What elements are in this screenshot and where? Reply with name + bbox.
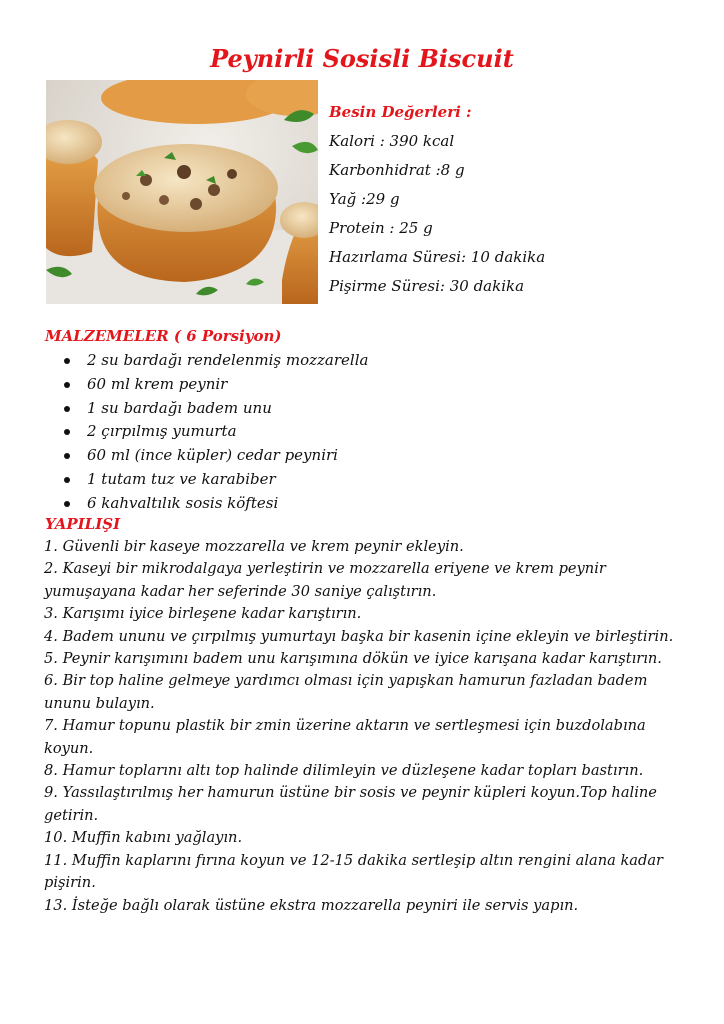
method-step: 4. Badem ununu ve çırpılmış yumurtayı başka bir kasenin içine ekleyin ve birleştirin. <box>44 627 674 645</box>
method-step: 10. Muffin kabını yağlayın. <box>44 829 243 847</box>
nutrition-panel <box>329 98 709 301</box>
bullet-icon <box>64 453 70 459</box>
bullet-icon <box>64 501 70 507</box>
nutrition-protein: Protein : 25 g <box>329 219 433 237</box>
bullet-icon <box>64 406 70 412</box>
method-step: 13. İsteğe bağlı olarak üstüne ekstra mozzarella peyniri ile servis yapın. <box>44 896 579 914</box>
list-item <box>60 349 680 373</box>
ingredient-text: 1 tutam tuz ve karabiber <box>87 469 276 488</box>
list-item <box>60 420 680 444</box>
list-item <box>60 397 680 421</box>
list-item <box>60 444 680 468</box>
method-step: 1. Güvenli bir kaseye mozzarella ve krem peynir ekleyin. <box>44 538 464 555</box>
ingredient-text: 2 su bardağı rendelenmiş mozzarella <box>87 351 369 369</box>
ingredient-text: 2 çırpılmış yumurta <box>87 422 237 441</box>
ingredient-text: 1 su bardağı badem unu <box>87 398 272 417</box>
method-step: 8. Hamur toplarını altı top halinde dilimleyin ve düzleşene kadar topları bastırın. <box>44 762 644 780</box>
nutrition-calories: Kalori : 390 kcal <box>329 132 455 150</box>
recipe-photo <box>46 80 318 304</box>
ingredient-text: 60 ml (ince küpler) cedar peyniri <box>87 446 338 465</box>
nutrition-carbs: Karbonhidrat :8 g <box>329 161 465 179</box>
method-step: 3. Karışımı iyice birleşene kadar karıştırın. <box>44 605 362 623</box>
list-item <box>60 468 680 492</box>
recipe-title: Peynirli Sosisli Biscuit <box>210 44 514 73</box>
method-step: 6. Bir top haline gelmeye yardımcı olması için yapışkan hamurun fazladan badem ununu bulayın. <box>44 672 648 712</box>
prep-time: Hazırlama Süresi: 10 dakika <box>329 248 546 266</box>
list-item <box>60 373 680 397</box>
bullet-icon <box>64 358 70 364</box>
bullet-icon <box>64 382 70 388</box>
ingredient-text: 6 kahvaltılık sosis köftesi <box>87 493 279 512</box>
nutrition-heading: Besin Değerleri : <box>329 103 472 121</box>
ingredient-text: 60 ml krem peynir <box>87 374 228 393</box>
bullet-icon <box>64 477 70 483</box>
method-step: 5. Peynir karışımını badem unu karışımına dökün ve iyice karışana kadar karıştırın. <box>44 650 662 668</box>
method-step: 9. Yassılaştırılmış her hamurun üstüne bir sosis ve peynir küpleri koyun.Top haline getirin. <box>44 784 657 824</box>
ingredients-list <box>60 349 680 516</box>
list-item <box>60 492 680 516</box>
cook-time: Pişirme Süresi: 30 dakika <box>329 277 525 295</box>
method-step: 7. Hamur topunu plastik bir zmin üzerine aktarın ve sertleşmesi için buzdolabına koyun. <box>44 717 646 757</box>
method-step: 11. Muffin kaplarını fırına koyun ve 12-15 dakika sertleşip altın rengini alana kadar pişirin. <box>44 851 664 892</box>
method-steps <box>44 536 694 917</box>
bullet-icon <box>64 429 70 435</box>
ingredients-heading: MALZEMELER ( 6 Porsiyon) <box>45 327 282 345</box>
method-step: 2. Kaseyi bir mikrodalgaya yerleştirin ve mozzarella eriyene ve krem peynir yumuşayana kadar her seferinde 30 saniye çalıştırın. <box>44 560 606 600</box>
biscuit-muffin-illustration <box>46 80 318 304</box>
method-heading: YAPILIŞI <box>45 515 121 533</box>
nutrition-fat: Yağ :29 g <box>329 190 400 208</box>
